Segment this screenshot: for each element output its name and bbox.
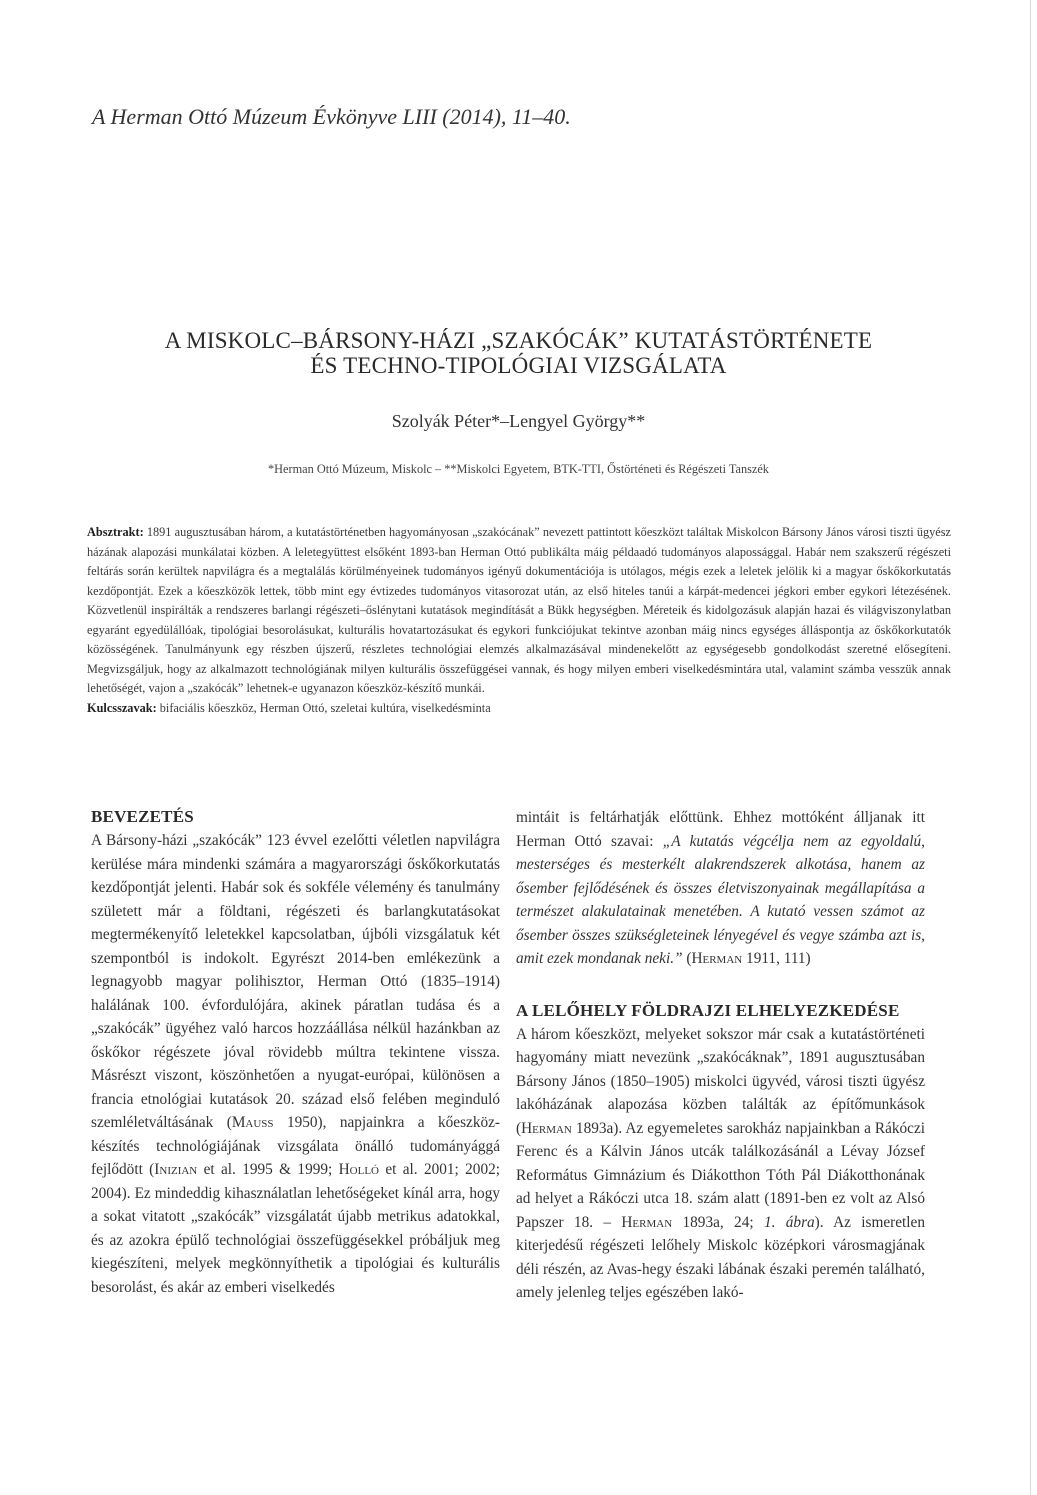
abstract-paragraph [87,523,951,699]
keywords-label: Kulcsszavak: [87,700,157,715]
intro-text-2: 1950), napjainkra a kőeszköz-készítés technológiájának vizsgálata önálló tudományággá fejlődött ( [91,1114,500,1178]
article-title [60,328,977,378]
motto-quote: „A kutatás végcélja nem az egyoldalú, mesterséges és mesterkélt alakrendszerek alkotása, hanem az ősember fejlődésének és összes életviszonyainak megállapítása a természet alakulatainak menetében. A kutató vessen számot az ősember összes szükségleteinek lényegével és vegye számba azt is, amit ezek mondanak neki.” [516,832,926,967]
affiliations: *Herman Ottó Múzeum, Miskolc – **Miskolci Egyetem, BTK-TTI, Őstörténeti és Régészeti Tanszék [268,462,769,476]
keywords-paragraph [87,699,951,719]
motto-paragraph [516,806,925,971]
section-heading-location: A LELŐHELY FÖLDRAJZI ELHELYEZKEDÉSE [516,1000,900,1020]
keywords-text: bifaciális kőeszköz, Herman Ottó, szeletai kultúra, viselkedésminta [159,700,491,715]
figure-reference[interactable]: 1. ábra [763,1213,815,1231]
abstract [87,523,951,718]
intro-text-4: et al. 2001; 2002; 2004). Ez mindeddig kihasználatlan lehetőségeket kínál arra, hogy a sokat vitatott „szakócák” vizsgálatát újabb metrikus adatokkal, és az azokra épülő technológiai összefüggésekkel próbáljuk meg kiegészíteni, melyek megkönnyíthetik a tipológiai és kulturális besorolást, és akár az emberi viselkedés [91,1161,501,1296]
motto-cite-open: ( [682,950,692,967]
journal-header: A Herman Ottó Múzeum Évkönyve LIII (2014), 11–40. [92,104,571,129]
location-text-1: A három kőeszközt, melyeket sokszor már csak a kutatástörténeti hagyomány miatt nevezünk „szakócáknak”, 1891 augusztusában Bársony János (1850–1905) miskolci ügyvéd, városi tiszti ügyész lakóházának alapozása közben találták az építőmunkások ( [516,1025,925,1137]
citation-mauss: Mauss [231,1114,274,1131]
title-line-1: A MISKOLC–BÁRSONY-HÁZI „SZAKÓCÁK” KUTATÁSTÖRTÉNETE [164,328,873,353]
citation-herman-1893a: Herman [521,1119,572,1137]
abstract-text: 1891 augusztusában három, a kutatástörténetben hagyományosan „szakócának” nevezett pattintott kőeszközt találtak Miskolcon Bársony János városi tiszti ügyész házának alapozási munkálatai közben. A leletegyüttest elsőként 1893-ban Herman Ottó publikálta máig példaadó tudományos alapossággal. Habár nem szakszerű régészeti feltárás során kerültek napvilágra és a megtalálás körülményeinek tudományos igényű dokumentációja is utólagos, mégis ezek a leletek jelölik ki a magyar őskőkorkutatás kezdőpontját. Ezek a kőeszközök lettek, több mint egy évtizedes tudományos vitasorozat után, az első hiteles tanúi a kárpát-medencei jégkori ember egykori létezésének. Közvetlenül inspirálták a rendszeres barlangi régészeti–őslénytani kutatások megindítását a Bükk hegységben. Méreteik és kidolgozásuk alapján hazai és világviszonylatban egyaránt egyedülállóak, tipológiai besorolásukat, kulturális hovatartozásukat és egykori funkciójukat tekintve azonban máig nincs egységes álláspontja az őskőkorkutatók közösségének. Tanulmányunk egy részben újszerű, részletes technológiai elemzés alkalmazásával mindenekelőtt az egységesebb gondolkodást szeretné elősegíteni. Megvizsgáljuk, hogy az alkalmazott technológiának milyen kulturális összefüggései vannak, és hogy milyen emberi viselkedésmintára utal, valamint számba vesszük annak lehetőségét, vajon a „szakócák” lehetnek-e ugyanazon kőeszköz-készítő munkái. [87,525,951,695]
citation-inizian: Inizian [154,1161,198,1178]
right-column [516,806,925,1305]
page-edge-line [1030,0,1031,1495]
intro-text-1: A Bársony-házi „szakócák” 123 évvel ezelőtti véletlen napvilágra kerülése mára mindenki számára a magyarországi őskőkorkutatás kezdőpontját jelenti. Habár sok és sokféle vélemény és tanulmány született már a földtani, régészeti és barlangkutatásokat megtermékenyítő leletekkel kapcsolatban, újbóli vizsgálatuk két szempontból is indokolt. Egyrészt 2014-ben emlékezünk a legnagyobb magyar polihisztor, Herman Ottó (1835–1914) halálának 100. évfordulójára, akinek páratlan tudása és a „szakócák” ügyéhez való harcos hozzáállása nélkül hazánkban az őskőkor régészete jóval rövidebb múltra tekintene vissza. Másrészt viszont, köszönhetően a nyugat-európai, különösen a francia etnológiai kutatások 20. század első felében meginduló szemléletváltásának ( [91,832,500,1131]
citation-hollo: Holló [338,1161,379,1178]
location-paragraph [516,1023,925,1305]
section-heading-introduction: BEVEZETÉS [91,807,194,826]
citation-herman-1911: Herman [691,950,743,967]
intro-paragraph [91,829,500,1299]
title-line-2: ÉS TECHNO-TIPOLÓGIAI VIZSGÁLATA [310,353,727,378]
location-text-2: 1893a). Az egyemeletes sarokház napjainkban a Rákóczi Ferenc és a Kálvin János utcák találkozásánál a Lévay József Református Gimnázium és Diákotthon Tóth Pál Diákotthonának ad helyet a Rákóczi utca 18. szám alatt (1891-ben ez volt az Alsó Papszer 18. – [516,1119,925,1231]
location-text-4: ). Az ismeretlen kiterjedésű régészeti lelőhely Miskolc középkori városmagjának déli részén, az Avas-hegy északi lábának északi peremén található, amely jelenleg teljes egészében lakó- [516,1213,925,1301]
citation-herman-1893a-2: Herman [621,1213,673,1231]
motto-intro: mintáit is feltárhatják előttünk. Ehhez mottóként álljanak itt Herman Ottó szavai: [516,809,925,850]
left-column [91,805,500,1299]
intro-text-3: et al. 1995 & 1999; [197,1161,339,1178]
authors: Szolyák Péter*–Lengyel György** [391,411,646,431]
location-text-3: 1893a, 24; [672,1213,764,1231]
abstract-label: Absztrakt: [87,525,144,539]
motto-cite-year: 1911, 111) [742,950,811,967]
